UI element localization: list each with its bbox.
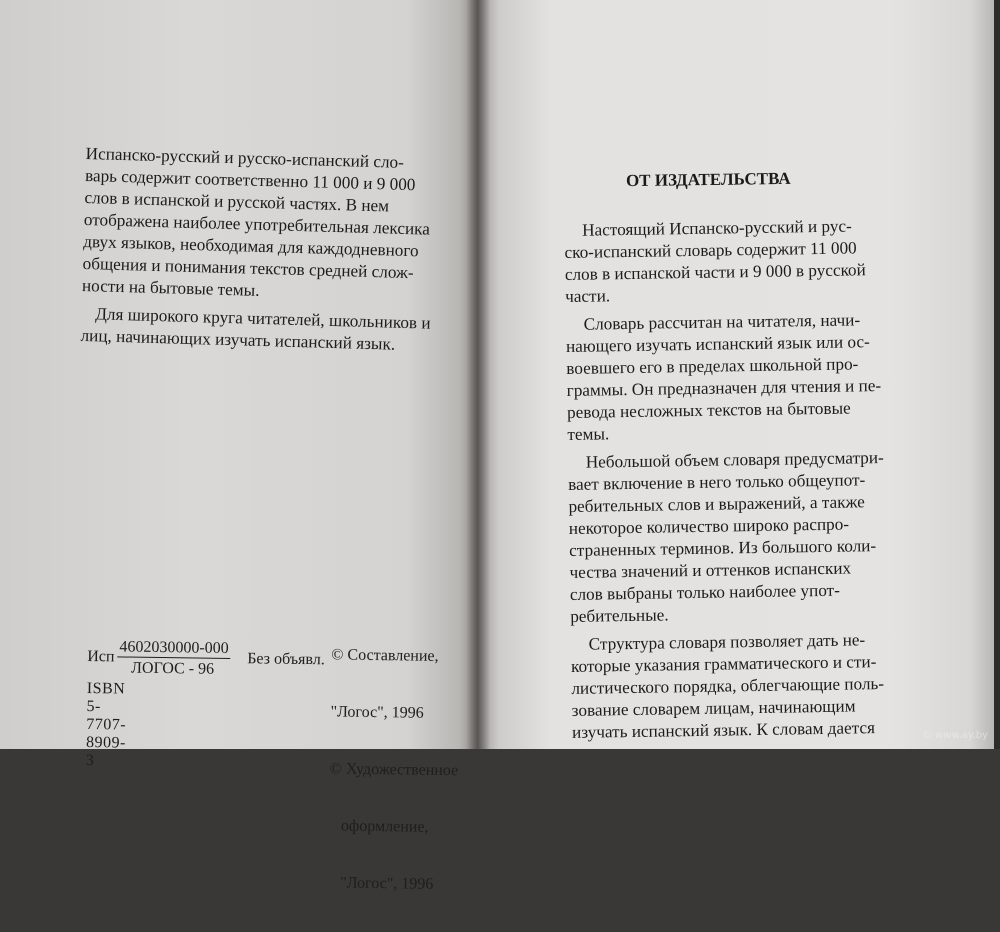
text-line: двух языков, необходимая для каждодневного [82,231,419,261]
text-line: слов в испанской части и 9 000 в русской [564,260,866,284]
copyright-line: "Логос", 1996 [330,703,424,722]
text-line: листического порядка, облегчающие поль- [571,674,885,698]
text-line: слов выбраны только наиболее упот- [569,580,840,604]
text-line: варь содержит соответственно 11 000 и 9 000 [84,165,416,195]
text-line: некоторое количество широко распро- [568,514,850,538]
text-line: воевшего его в пределах школьной про- [566,354,859,378]
text-line: Структура словаря позволяет дать не- [588,630,866,654]
book-edge [994,0,1000,749]
isp-label: Исп [87,647,115,666]
text-line: Словарь рассчитан на читателя, начи- [583,310,861,334]
copyright-notice [327,607,460,932]
publisher-code [87,638,348,682]
right-paragraph-3 [568,446,951,628]
left-annotation [80,143,466,358]
text-line: части. [565,286,611,306]
text-line: ребительных слов и выражений, а также [568,492,865,516]
copyright-line: © Художественное [329,760,459,780]
text-line: Для широкого круга читателей, школьников и [94,304,431,333]
text-line: слов в испанской и русской частях. В нем [84,187,390,216]
text-line: ско-испанский словарь содержит 11 000 [564,238,857,262]
right-paragraph-1 [564,214,945,308]
text-line: лиц, начинающих изучать испанский язык. [80,325,396,354]
copyright-line: оформление, [340,817,429,836]
text-line: ревода несложных текстов на бытовые [566,398,851,422]
code-denominator: ЛОГОС - 96 [130,659,215,678]
right-paragraph-4 [571,628,953,744]
isbn: ISBN 5-7707-8909-3 [85,679,127,770]
site-watermark: © www.ay.by [921,730,988,741]
right-paragraph-2 [565,308,947,446]
text-line: нающего изучать испанский язык или ос- [565,332,870,356]
text-line: темы. [567,424,610,444]
no-ad-label: Без объявл. [247,650,325,669]
text-line: изучать испанский язык. К словам дается [571,718,876,742]
text-line: которые указания грамматического и сти- [570,652,877,676]
text-line: Испанско-русский и русско-испанский сло- [85,143,405,172]
text-line: отображена наиболее употребительная лексика [83,209,431,239]
text-line: ребительные. [570,605,669,626]
copyright-line: "Логос", 1996 [340,874,434,893]
code-numerator: 4602030000-000 [117,638,231,659]
copyright-line: © Составление, [331,646,439,665]
left-paragraph-1 [82,143,466,308]
book-gutter [466,0,490,749]
page-heading: ОТ ИЗДАТЕЛЬСТВА [625,168,791,191]
text-line: ности на бытовые темы. [81,275,260,300]
text-line: чества значений и оттенков испанских [569,558,852,582]
publisher-foreword [564,214,952,744]
text-line: Небольшой объем словаря предусматри- [585,448,884,472]
text-line: вает включение в него только общеупот- [568,470,866,494]
text-line: граммы. Он предназначен для чтения и пе- [566,376,882,400]
text-line: общения и понимания текстов средней слож- [82,253,414,283]
text-line: зование словарем лицам, начинающим [571,696,856,720]
text-line: Настоящий Испанско-русский и рус- [582,216,852,240]
text-line: страненных терминов. Из большого коли- [569,536,877,560]
